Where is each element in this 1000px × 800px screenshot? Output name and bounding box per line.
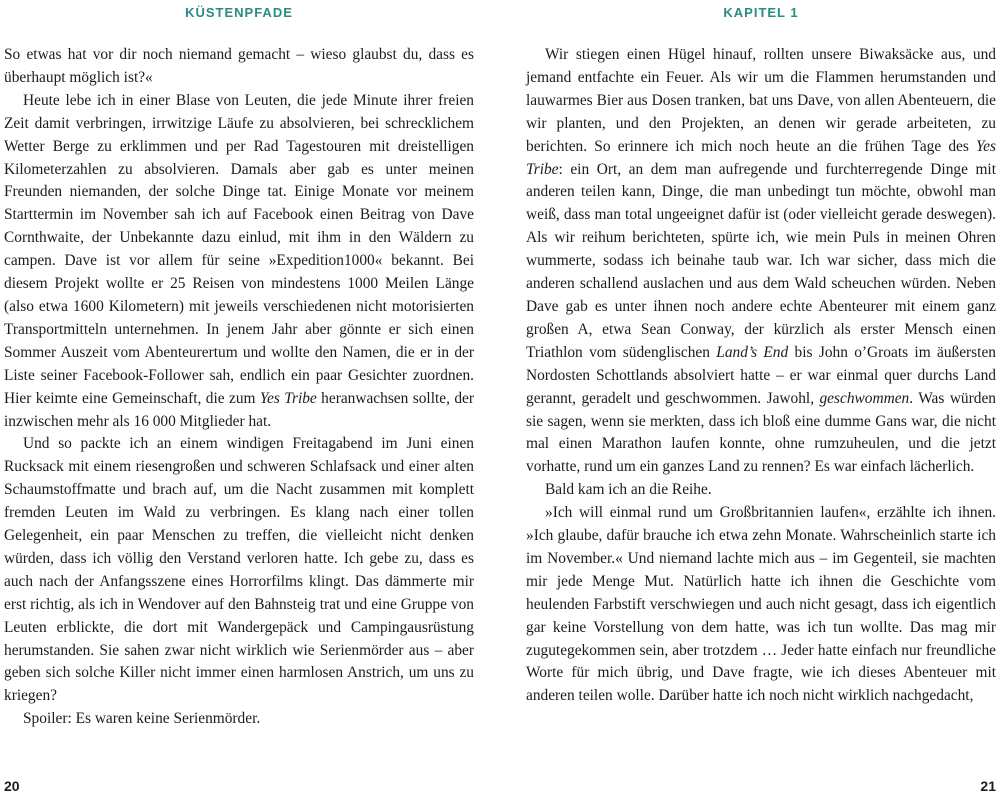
running-head-left: KÜSTENPFADE xyxy=(185,5,293,20)
text-segment: Spoiler: Es waren keine Serienmörder. xyxy=(23,710,261,728)
paragraph xyxy=(4,708,474,731)
right-page xyxy=(526,0,996,800)
text-segment: bis John o’Groats im äußersten Nordosten Schottlands absolviert hatte – er war einmal quer durchs Land gerannt, geradelt und geschwommen. Jawohl, xyxy=(526,343,996,407)
text-segment: So etwas hat vor dir noch niemand gemacht – wieso glaubst du, dass es überhaupt möglich ist?« xyxy=(4,46,474,86)
italic-segment: geschwommen xyxy=(819,389,910,407)
text-segment: Heute lebe ich in einer Blase von Leuten, die jede Minute ihrer freien Zeit damit verbringen, irrwitzige Läufe zu absolvieren, bei schrecklichem Wetter Berge zu erklimmen und per Rad Tagestouren mit dreistelligen Kilometerzahlen zu absolvieren. Damals aber gab es unter meinen Freunden niemanden, der solche Dinge tat. Einige Monate vor meinem Starttermin im November sah ich auf Facebook einen Beitrag von Dave Cornthwaite, der Unbekannte dazu einlud, mit ihm in den Wäldern zu campen. Dave ist vor allem für seine »Expedition1000« bekannt. Bei diesem Projekt wollte er 25 Reisen von mindestens 1000 Meilen Länge (also etwa 1600 Kilometern) mit jeweils verschiedenen nicht motorisierten Transportmitteln unternehmen. In jenem Jahr aber gönnte er sich einen Sommer Auszeit vom Abenteurertum und wollte den Namen, die er in der Liste seiner Facebook-Follower sah, endlich ein paar Gesichter zuordnen. Hier keimte eine Gemeinschaft, die zum xyxy=(4,91,474,407)
left-page xyxy=(4,0,474,800)
running-head-right: KAPITEL 1 xyxy=(723,5,799,20)
paragraph xyxy=(526,44,996,479)
page-number-right: 21 xyxy=(980,778,996,794)
body-text-right xyxy=(526,44,996,708)
text-segment: Und so packte ich an einem windigen Freitagabend im Juni einen Rucksack mit einem riesengroßen und schweren Schlafsack und einer alten Schaumstoffmatte und brach auf, um die Nacht zusammen mit komplett fremden Leuten im Wald zu verbringen. Es klang nach einer tollen Gelegenheit, ein paar Menschen zu treffen, die vielleicht nicht denken würden, dass ich völlig den Verstand verloren hatte. Ich gebe zu, dass es auch nach der Anfangsszene eines Horrorfilms klingt. Das dämmerte mir erst richtig, als ich in Wendover auf den Bahnsteig trat und eine Gruppe von Leuten erblickte, die dort mit Wandergepäck und Campingausrüstung herumstanden. Sie sahen zwar nicht wirklich wie Serienmörder aus – aber geben sich solche Killer nicht immer einen harmlosen Anstrich, um uns zu kriegen? xyxy=(4,435,474,705)
italic-segment: Yes Tribe xyxy=(259,389,317,407)
body-text-left xyxy=(4,44,474,731)
paragraph xyxy=(4,433,474,708)
paragraph xyxy=(4,90,474,434)
paragraph xyxy=(526,502,996,708)
text-segment: Wir stiegen einen Hügel hinauf, rollten unsere Biwaksäcke aus, und jemand entfachte ein Feuer. Als wir um die Flammen herumstanden und lauwarmes Bier aus Dosen tranken, bat uns Dave, von allen Abenteuern, die wir planten, und den Projekten, an denen wir gerade arbeiteten, zu berichten. So erinnere ich mich noch heute an die frühen Tage des xyxy=(526,46,996,155)
text-segment: »Ich will einmal rund um Großbritannien laufen«, erzählte ich ihnen. »Ich glaube, dafür brauche ich etwa zehn Monate. Wahrscheinlich starte ich im November.« Und niemand lachte mich aus – im Gegenteil, sie machten mir jede Menge Mut. Natürlich hatte ich ihnen die Geschichte vom heulenden Farbstift verschwiegen und auch nicht gesagt, dass ich eigentlich gar keine Vorstellung von dem hatte, was ich tun wollte. Das mag mir zugutegekommen sein, aber trotzdem … Jeder hatte einfach nur freundliche Worte für mich übrig, und Dave fragte, wie ich dieses Abenteuer mit anderen teilen wolle. Darüber hatte ich noch nicht wirklich nachgedacht, xyxy=(526,504,996,705)
italic-segment: Yes Tribe xyxy=(526,137,996,178)
paragraph xyxy=(526,479,996,502)
page-number-left: 20 xyxy=(4,778,20,794)
text-segment: Bald kam ich an die Reihe. xyxy=(545,481,712,499)
paragraph xyxy=(4,44,474,90)
text-segment: . Was würden sie sagen, wenn sie merkten, dass ich bloß eine dumme Gans war, die nicht mal einen Marathon laufen konnte, ohne rumzuheulen, und die jetzt vorhatte, rund um ein ganzes Land zu rennen? Es war einfach lächerlich. xyxy=(526,389,996,476)
text-segment: : ein Ort, an dem man aufregende und furchterregende Dinge mit anderen teilen kann, Dinge, die man unbedingt tun möchte, obwohl man weiß, dass man total ungeeignet dafür ist (oder vielleicht gerade deswegen). Als wir reihum berichteten, spürte ich, wie mein Puls in meinen Ohren wummerte, sodass ich beinahe taub war. Ich war sicher, dass mich die anderen schallend auslachen und aus dem Wald scheuchen würden. Neben Dave gab es unter ihnen noch andere echte Abenteurer mit einem ganz großen A, etwa Sean Conway, der kürzlich als erster Mensch einen Triathlon vom südenglischen xyxy=(526,160,996,361)
italic-segment: Land’s End xyxy=(716,343,789,361)
text-segment: heranwachsen sollte, der inzwischen mehr als 16 000 Mitglieder hat. xyxy=(4,389,474,430)
